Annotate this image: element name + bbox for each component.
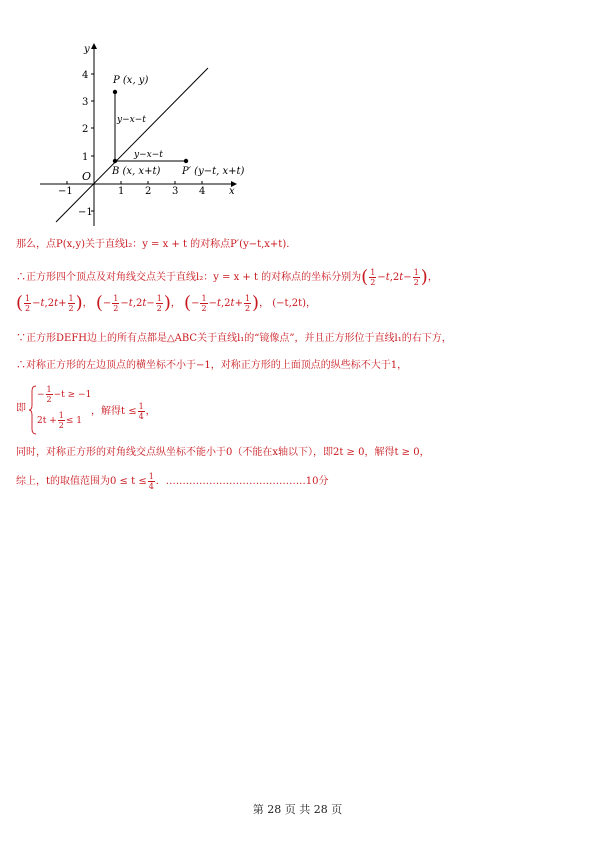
point-p — [113, 90, 117, 94]
y-tick-4: 4 — [82, 70, 89, 81]
x-tick-2: 2 — [145, 186, 152, 197]
origin-label: O — [82, 170, 92, 183]
line-l2 — [56, 68, 208, 222]
y-tick-1: 1 — [82, 152, 89, 163]
solution-line-6-prefix: 即 — [16, 403, 26, 414]
inequality-system — [29, 385, 92, 435]
solution-line-4: ∵正方形DEFH边上的所有点都是△ABC关于直线l₁的“镜像点”，并且正方形位于直线l₁的右下方， — [16, 333, 452, 344]
y-tick-neg1: −1 — [78, 207, 93, 218]
solution-line-3-end: (−t,2t)， — [272, 298, 317, 309]
solution-line-2: ∴正方形四个顶点及对角线交点关于直线l₂：y = x + t 的对称点的坐标分别为( $\frac{1}{2}$ −t,2t− $\frac{1}{2}$ )， — [16, 266, 438, 288]
solution-line-5: ∴对称正方形的左边顶点的横坐标不小于−1，对称正方形的上面顶点的纵些标不大于1， — [16, 360, 408, 371]
horizontal-distance-label: y−x−t — [134, 150, 163, 160]
fraction-half: $\frac{1}{2}$ — [413, 268, 419, 287]
x-tick-1: 1 — [118, 186, 125, 197]
solution-line-8: 综上，t的取值范围为0 ≤ t ≤ $\frac{1}{4}$ ．……………………………………10分 — [16, 472, 329, 491]
point-b-label: B (x, x+t) — [112, 166, 161, 177]
solution-line-7: 同时，对称正方形的对角线交点纵坐标不能小于0（不能在x轴以下），即2t ≥ 0，解得t ≥ 0， — [16, 447, 430, 458]
x-axis-label: x — [229, 186, 235, 197]
point-b — [113, 159, 117, 163]
inequality-row-1: − $\frac{1}{2}$ −t ≥ −1 — [37, 385, 92, 404]
coordinate-graph — [36, 36, 256, 236]
point-p-label: P (x, y) — [113, 75, 149, 86]
solution-line-1: 那么，点P(x,y)关于直线l₂：y = x + t 的对称点P′(y−t,x+t)． — [16, 239, 297, 250]
point-p-prime-label: P′ (y−t, x+t) — [182, 166, 245, 177]
y-tick-3: 3 — [82, 97, 89, 108]
vertical-distance-label: y−x−t — [117, 115, 146, 125]
fraction-half: $\frac{1}{2}$ — [370, 268, 376, 287]
x-tick-3: 3 — [172, 186, 179, 197]
solution-line-2-text: ∴正方形四个顶点及对角线交点关于直线l₂：y = x + t 的对称点的坐标分别为 — [16, 272, 362, 283]
point-p-prime — [184, 159, 188, 163]
y-tick-2: 2 — [82, 124, 89, 135]
page-footer: 第 28 页 共 28 页 — [252, 803, 343, 816]
x-tick-neg1: −1 — [58, 186, 73, 197]
solution-line-6-result: ，解得t ≤ $\frac{1}{4}$ ， — [91, 402, 156, 421]
solution-line-3: ( $\frac{1}{2}$ −t,2t+ $\frac{1}{2}$ )， (− $\frac{1}{2}$ −t,2t− $\frac{1}{2}$ )， (− $\frac{1}{2}$ −t,2t+ $\frac{1}{2}$ )， (−t,2t)， — [16, 292, 317, 314]
inequality-row-2: 2t + $\frac{1}{2}$ ≤ 1 — [37, 411, 82, 430]
x-tick-4: 4 — [199, 186, 206, 197]
y-axis-label: y — [84, 44, 90, 55]
